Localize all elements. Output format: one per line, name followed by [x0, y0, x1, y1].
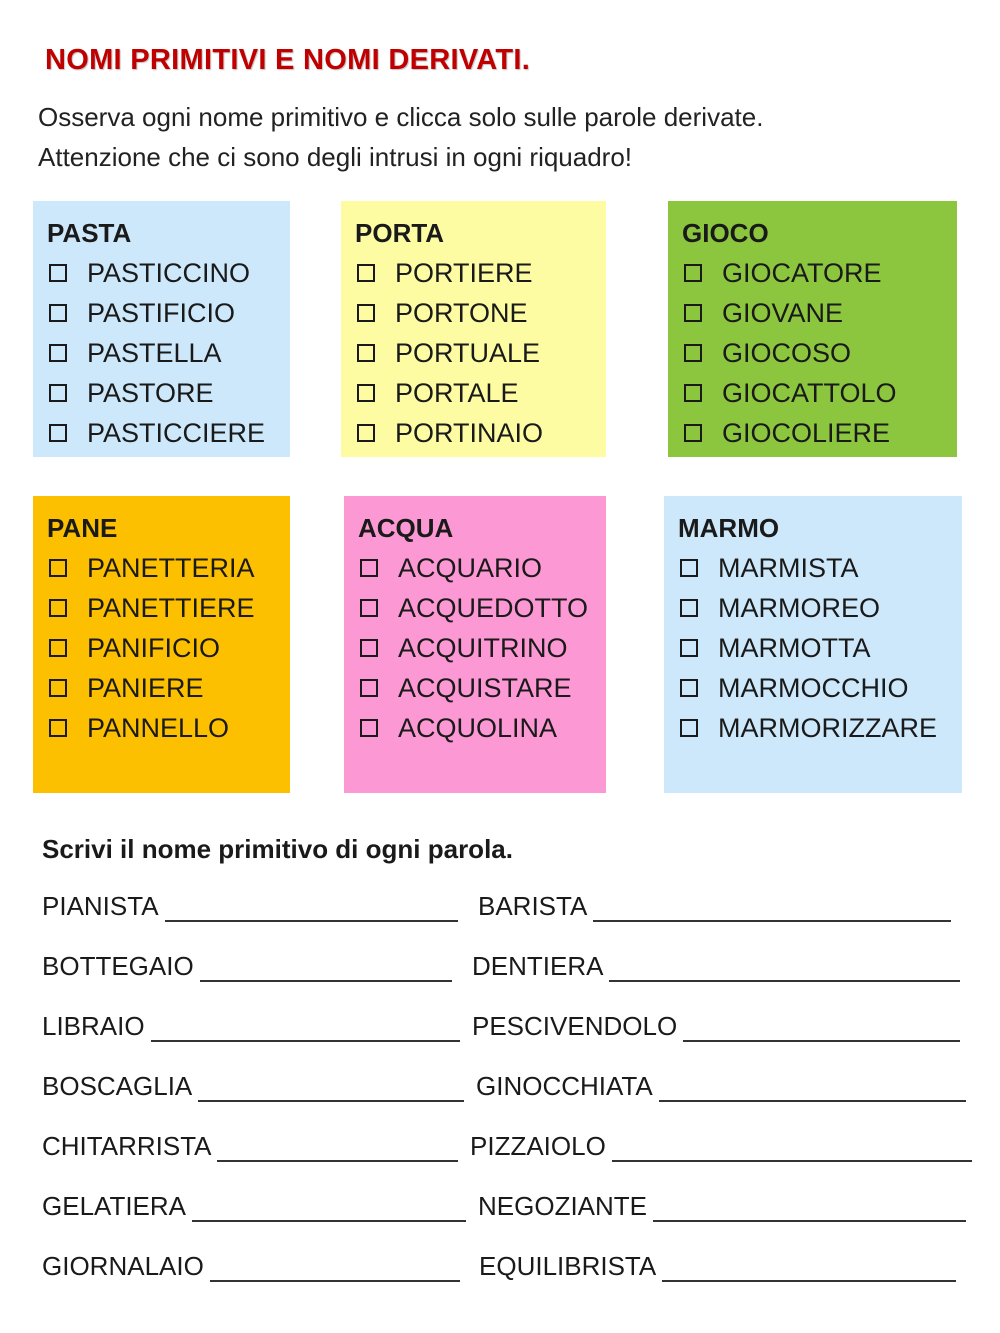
checkbox[interactable] [360, 559, 378, 577]
word-option[interactable] [678, 588, 948, 628]
checkbox[interactable] [680, 599, 698, 617]
checkbox[interactable] [680, 559, 698, 577]
primitive-noun-answer-field[interactable] [683, 1012, 960, 1042]
word-option-label: PANNELLO [87, 712, 230, 743]
word-option[interactable] [678, 668, 948, 708]
primitive-noun-heading: PASTA [47, 218, 132, 248]
word-option-label: PORTALE [395, 377, 519, 408]
word-option-label: MARMORIZZARE [718, 712, 937, 743]
word-option[interactable] [47, 588, 276, 628]
primitive-noun-answer-field[interactable] [210, 1252, 460, 1282]
checkbox[interactable] [684, 264, 702, 282]
checkbox[interactable] [49, 264, 67, 282]
word-box-pane [33, 496, 290, 793]
word-option[interactable] [682, 253, 943, 293]
word-option-label: GIOCATTOLO [722, 377, 897, 408]
derived-word-label: GINOCCHIATA [476, 1071, 653, 1101]
primitive-noun-answer-field[interactable] [192, 1192, 466, 1222]
word-option[interactable] [355, 253, 592, 293]
instruction-line-1: Osserva ogni nome primitivo e clicca solo sulle parole derivate. [38, 102, 764, 132]
checkbox[interactable] [49, 639, 67, 657]
primitive-noun-answer-field[interactable] [609, 952, 960, 982]
word-option[interactable] [678, 548, 948, 588]
word-option[interactable] [47, 548, 276, 588]
word-option-label: PANETTERIA [87, 552, 255, 583]
word-option-label: ACQUISTARE [398, 672, 572, 703]
primitive-noun-heading: GIOCO [682, 218, 769, 248]
write-row-right [470, 1126, 972, 1162]
write-row-right [472, 1006, 960, 1042]
primitive-noun-answer-field[interactable] [662, 1252, 956, 1282]
write-row-left [42, 1186, 466, 1222]
checkbox[interactable] [357, 344, 375, 362]
word-option-label: PORTIERE [395, 257, 533, 288]
primitive-noun-answer-field[interactable] [593, 892, 951, 922]
word-box-acqua [344, 496, 606, 793]
word-option[interactable] [47, 293, 276, 333]
write-section-heading: Scrivi il nome primitivo di ogni parola. [42, 834, 513, 864]
word-option[interactable] [678, 708, 948, 748]
word-option[interactable] [47, 333, 276, 373]
derived-word-label: EQUILIBRISTA [479, 1251, 657, 1281]
word-option[interactable] [47, 413, 276, 453]
checkbox[interactable] [49, 344, 67, 362]
checkbox[interactable] [360, 639, 378, 657]
word-option-label: PANETTIERE [87, 592, 255, 623]
checkbox[interactable] [680, 719, 698, 737]
checkbox[interactable] [684, 424, 702, 442]
primitive-noun-answer-field[interactable] [165, 892, 458, 922]
word-option[interactable] [47, 628, 276, 668]
word-option-label: GIOCOLIERE [722, 417, 891, 448]
derived-word-label: BARISTA [478, 891, 588, 921]
word-option-label: GIOVANE [722, 297, 844, 328]
write-row-right [478, 1186, 966, 1222]
word-option-label: PASTORE [87, 377, 214, 408]
primitive-noun-answer-field[interactable] [151, 1012, 460, 1042]
word-option-label: PASTICCINO [87, 257, 251, 288]
checkbox[interactable] [684, 304, 702, 322]
word-option-label: PASTICCIERE [87, 417, 266, 448]
word-box-marmo [664, 496, 962, 793]
derived-word-label: PESCIVENDOLO [472, 1011, 678, 1041]
word-option[interactable] [47, 668, 276, 708]
checkbox[interactable] [360, 599, 378, 617]
checkbox[interactable] [49, 599, 67, 617]
write-row-left [42, 1006, 460, 1042]
primitive-noun-heading: MARMO [678, 513, 780, 543]
checkbox[interactable] [357, 304, 375, 322]
checkbox[interactable] [680, 679, 698, 697]
primitive-noun-answer-field[interactable] [200, 952, 452, 982]
primitive-noun-answer-field[interactable] [198, 1072, 464, 1102]
word-option-label: PORTUALE [395, 337, 541, 368]
checkbox[interactable] [49, 559, 67, 577]
write-row-left [42, 1246, 460, 1282]
word-option-label: MARMOREO [718, 592, 880, 623]
word-option[interactable] [678, 628, 948, 668]
word-option-label: ACQUEDOTTO [398, 592, 589, 623]
primitive-noun-heading: PORTA [355, 218, 445, 248]
primitive-noun-answer-field[interactable] [653, 1192, 966, 1222]
checkbox[interactable] [684, 384, 702, 402]
word-option-label: ACQUOLINA [398, 712, 558, 743]
word-option-label: PASTELLA [87, 337, 222, 368]
word-option[interactable] [358, 548, 592, 588]
primitive-noun-heading: PANE [47, 513, 118, 543]
word-option[interactable] [47, 373, 276, 413]
word-option[interactable] [355, 333, 592, 373]
word-box-porta [341, 201, 606, 457]
checkbox[interactable] [360, 679, 378, 697]
derived-word-label: BOTTEGAIO [42, 951, 194, 981]
write-row-left [42, 886, 458, 922]
primitive-noun-answer-field[interactable] [612, 1132, 972, 1162]
write-row-left [42, 946, 452, 982]
word-option[interactable] [682, 293, 943, 333]
derived-word-label: LIBRAIO [42, 1011, 145, 1041]
derived-word-label: GELATIERA [42, 1191, 187, 1221]
checkbox[interactable] [684, 344, 702, 362]
write-row-right [476, 1066, 966, 1102]
word-option-label: PANIERE [87, 672, 204, 703]
word-option-label: GIOCATORE [722, 257, 882, 288]
checkbox[interactable] [357, 424, 375, 442]
checkbox[interactable] [49, 719, 67, 737]
checkbox[interactable] [357, 264, 375, 282]
checkbox[interactable] [49, 304, 67, 322]
checkbox[interactable] [49, 424, 67, 442]
word-option[interactable] [358, 708, 592, 748]
instruction-line-2: Attenzione che ci sono degli intrusi in ogni riquadro! [38, 142, 633, 172]
derived-word-label: BOSCAGLIA [42, 1071, 193, 1101]
word-option[interactable] [47, 253, 276, 293]
derived-word-label: GIORNALAIO [42, 1251, 204, 1281]
word-option[interactable] [358, 588, 592, 628]
word-option-label: PORTONE [395, 297, 528, 328]
checkbox[interactable] [357, 384, 375, 402]
write-row-right [472, 946, 960, 982]
word-option-label: ACQUARIO [398, 552, 543, 583]
page-title: NOMI PRIMITIVI E NOMI DERIVATI. [45, 44, 531, 76]
write-row-right [479, 1246, 956, 1282]
checkbox[interactable] [680, 639, 698, 657]
checkbox[interactable] [49, 679, 67, 697]
word-option-label: ACQUITRINO [398, 632, 568, 663]
word-box-gioco [668, 201, 957, 457]
word-option[interactable] [358, 668, 592, 708]
checkbox[interactable] [360, 719, 378, 737]
word-option[interactable] [358, 628, 592, 668]
word-option-label: MARMOTTA [718, 632, 871, 663]
write-row-left [42, 1066, 464, 1102]
word-option-label: PORTINAIO [395, 417, 544, 448]
word-option-label: GIOCOSO [722, 337, 852, 368]
word-option[interactable] [47, 708, 276, 748]
word-option-label: PANIFICIO [87, 632, 221, 663]
word-option-label: MARMISTA [718, 552, 859, 583]
word-option[interactable] [355, 373, 592, 413]
word-option[interactable] [355, 413, 592, 453]
word-box-pasta [33, 201, 290, 457]
word-option[interactable] [682, 373, 943, 413]
primitive-noun-heading: ACQUA [358, 513, 454, 543]
derived-word-label: DENTIERA [472, 951, 604, 981]
word-option[interactable] [682, 413, 943, 453]
derived-word-label: CHITARRISTA [42, 1131, 212, 1161]
word-option[interactable] [355, 293, 592, 333]
derived-word-label: PIANISTA [42, 891, 159, 921]
derived-word-label: PIZZAIOLO [470, 1131, 606, 1161]
write-row-left [42, 1126, 458, 1162]
word-option-label: MARMOCCHIO [718, 672, 909, 703]
checkbox[interactable] [49, 384, 67, 402]
write-row-right [478, 886, 951, 922]
primitive-noun-answer-field[interactable] [659, 1072, 966, 1102]
primitive-noun-answer-field[interactable] [217, 1132, 458, 1162]
derived-word-label: NEGOZIANTE [478, 1191, 648, 1221]
word-option[interactable] [682, 333, 943, 373]
word-option-label: PASTIFICIO [87, 297, 236, 328]
